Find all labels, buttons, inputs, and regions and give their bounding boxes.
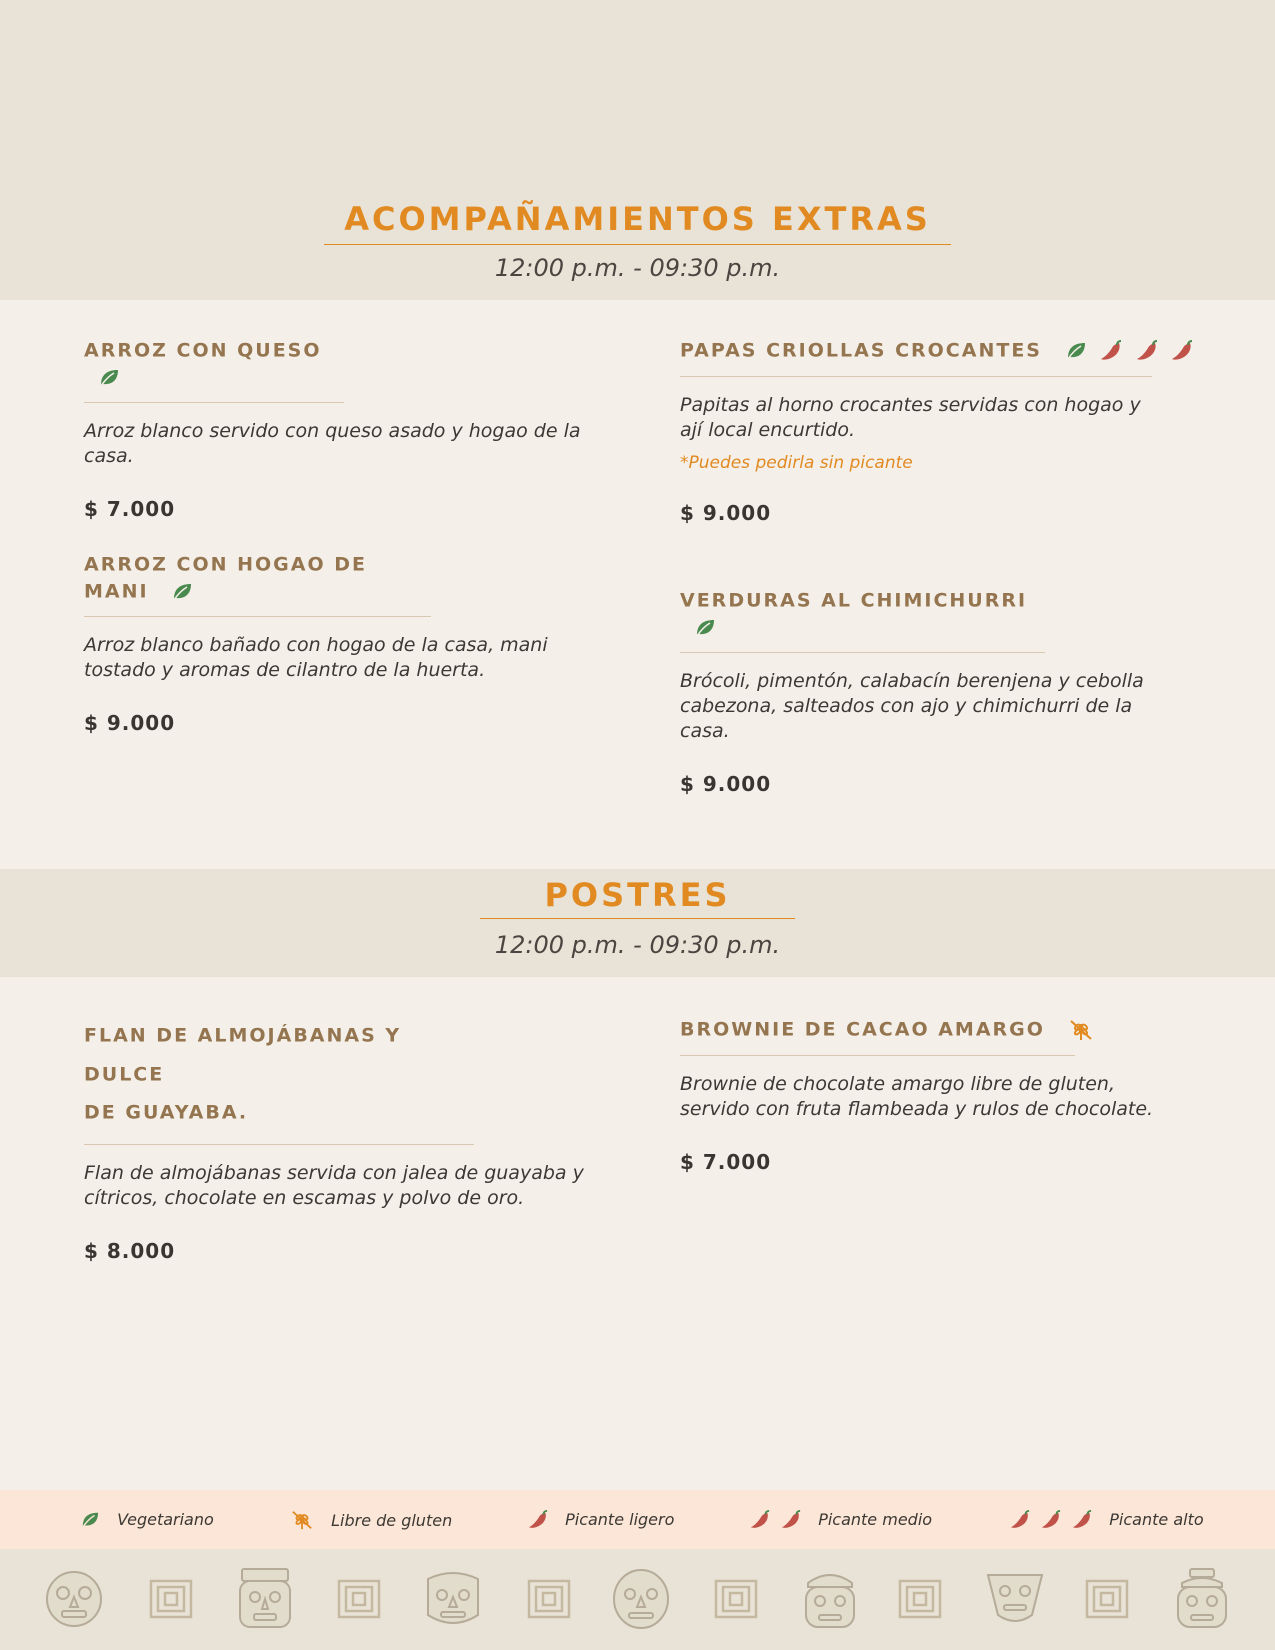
item-description: Flan de almojábanas servida con jalea de guayaba y cítricos, chocolate en escamas y polvo de oro. <box>84 1161 584 1209</box>
legend-picante-ligero: Picante ligero <box>528 1509 674 1530</box>
chili-icon <box>528 1510 548 1530</box>
legend-vegetariano: Vegetariano <box>80 1509 214 1529</box>
chili-icon <box>1010 1510 1030 1530</box>
item-name: ARROZ CON HOGAO DE MANI <box>84 553 367 602</box>
chili-icon <box>1072 1510 1092 1530</box>
item-name: ARROZ CON QUESO <box>84 339 322 362</box>
item-description: Arroz blanco bañado con hogao de la casa, mani tostado y aromas de cilantro de la huerta. <box>84 634 548 681</box>
item-note: *Puedes pedirla sin picante <box>680 452 913 473</box>
spiral-motif-icon <box>1085 1579 1129 1619</box>
item-price: $ 7.000 <box>84 497 176 521</box>
item-price: $ 9.000 <box>84 711 176 735</box>
chili-icon <box>1136 340 1158 362</box>
item-description: Papitas al horno crocantes servidas con hogao y ají local encurtido. <box>680 393 1141 441</box>
mask-icon <box>984 1567 1046 1629</box>
chili-icon <box>1171 340 1193 362</box>
item-price: $ 9.000 <box>680 500 772 525</box>
section-hours-postres: 12:00 p.m. - 09:30 p.m. <box>494 931 781 959</box>
item-name: BROWNIE DE CACAO AMARGO <box>680 1018 1045 1041</box>
item-name: VERDURAS AL CHIMICHURRI <box>680 589 1028 612</box>
gluten-free-icon <box>290 1509 314 1531</box>
legend-picante-medio: Picante medio <box>750 1509 932 1530</box>
item-description: Arroz blanco servido con queso asado y hogao de la casa. <box>84 420 581 467</box>
mask-icon <box>422 1567 484 1631</box>
chili-icon <box>1100 340 1122 362</box>
spiral-motif-icon <box>149 1579 193 1619</box>
mask-icon <box>800 1567 860 1631</box>
item-price: $ 7.000 <box>680 1149 772 1174</box>
spiral-motif-icon <box>714 1579 758 1619</box>
leaf-icon <box>1065 341 1087 361</box>
chili-icon <box>1041 1510 1061 1530</box>
section-title-postres: POSTRES <box>0 876 1275 919</box>
leaf-icon <box>694 618 716 638</box>
item-price: $ 8.000 <box>84 1238 176 1263</box>
mask-icon <box>1172 1567 1232 1631</box>
leaf-icon <box>98 368 120 388</box>
spiral-motif-icon <box>527 1579 571 1619</box>
item-name: PAPAS CRIOLLAS CROCANTES <box>680 339 1042 362</box>
item-name-line2: DE GUAYABA. <box>84 1101 249 1124</box>
menu-item-papas-criollas-crocantes <box>680 337 1160 525</box>
mask-icon <box>236 1567 294 1633</box>
decorative-footer <box>0 1549 1275 1650</box>
spiral-motif-icon <box>898 1579 942 1619</box>
mask-icon <box>611 1567 671 1631</box>
spiral-motif-icon <box>337 1579 381 1619</box>
icon-legend <box>0 1490 1275 1549</box>
item-description: Brócoli, pimentón, calabacín berenjena y cebolla cabezona, salteados con ajo y chimichurri de la casa. <box>680 670 1144 742</box>
section-title-acompanamientos: ACOMPAÑAMIENTOS EXTRAS <box>0 200 1275 245</box>
item-price: $ 9.000 <box>680 772 772 796</box>
legend-libre-de-gluten: Libre de gluten <box>290 1509 452 1531</box>
leaf-icon <box>171 582 193 602</box>
menu-item-brownie-de-cacao-amargo <box>680 1016 1180 1174</box>
item-description: Brownie de chocolate amargo libre de gluten, servido con fruta flambeada y rulos de chocolate. <box>680 1072 1154 1120</box>
legend-picante-alto: Picante alto <box>1010 1509 1204 1530</box>
chili-icon <box>750 1510 770 1530</box>
mask-icon <box>42 1567 106 1631</box>
menu-item-arroz-con-hogao-de-mani <box>84 551 604 735</box>
gluten-free-icon <box>1068 1018 1094 1042</box>
leaf-icon <box>80 1511 100 1529</box>
chili-icon <box>781 1510 801 1530</box>
item-name-line1: FLAN DE ALMOJÁBANAS Y DULCE <box>84 1024 402 1085</box>
section-hours-acompanamientos: 12:00 p.m. - 09:30 p.m. <box>494 254 781 282</box>
menu-item-flan-de-almojabanas <box>84 1016 604 1263</box>
menu-item-verduras-al-chimichurri <box>680 587 1160 796</box>
menu-item-arroz-con-queso <box>84 337 604 521</box>
